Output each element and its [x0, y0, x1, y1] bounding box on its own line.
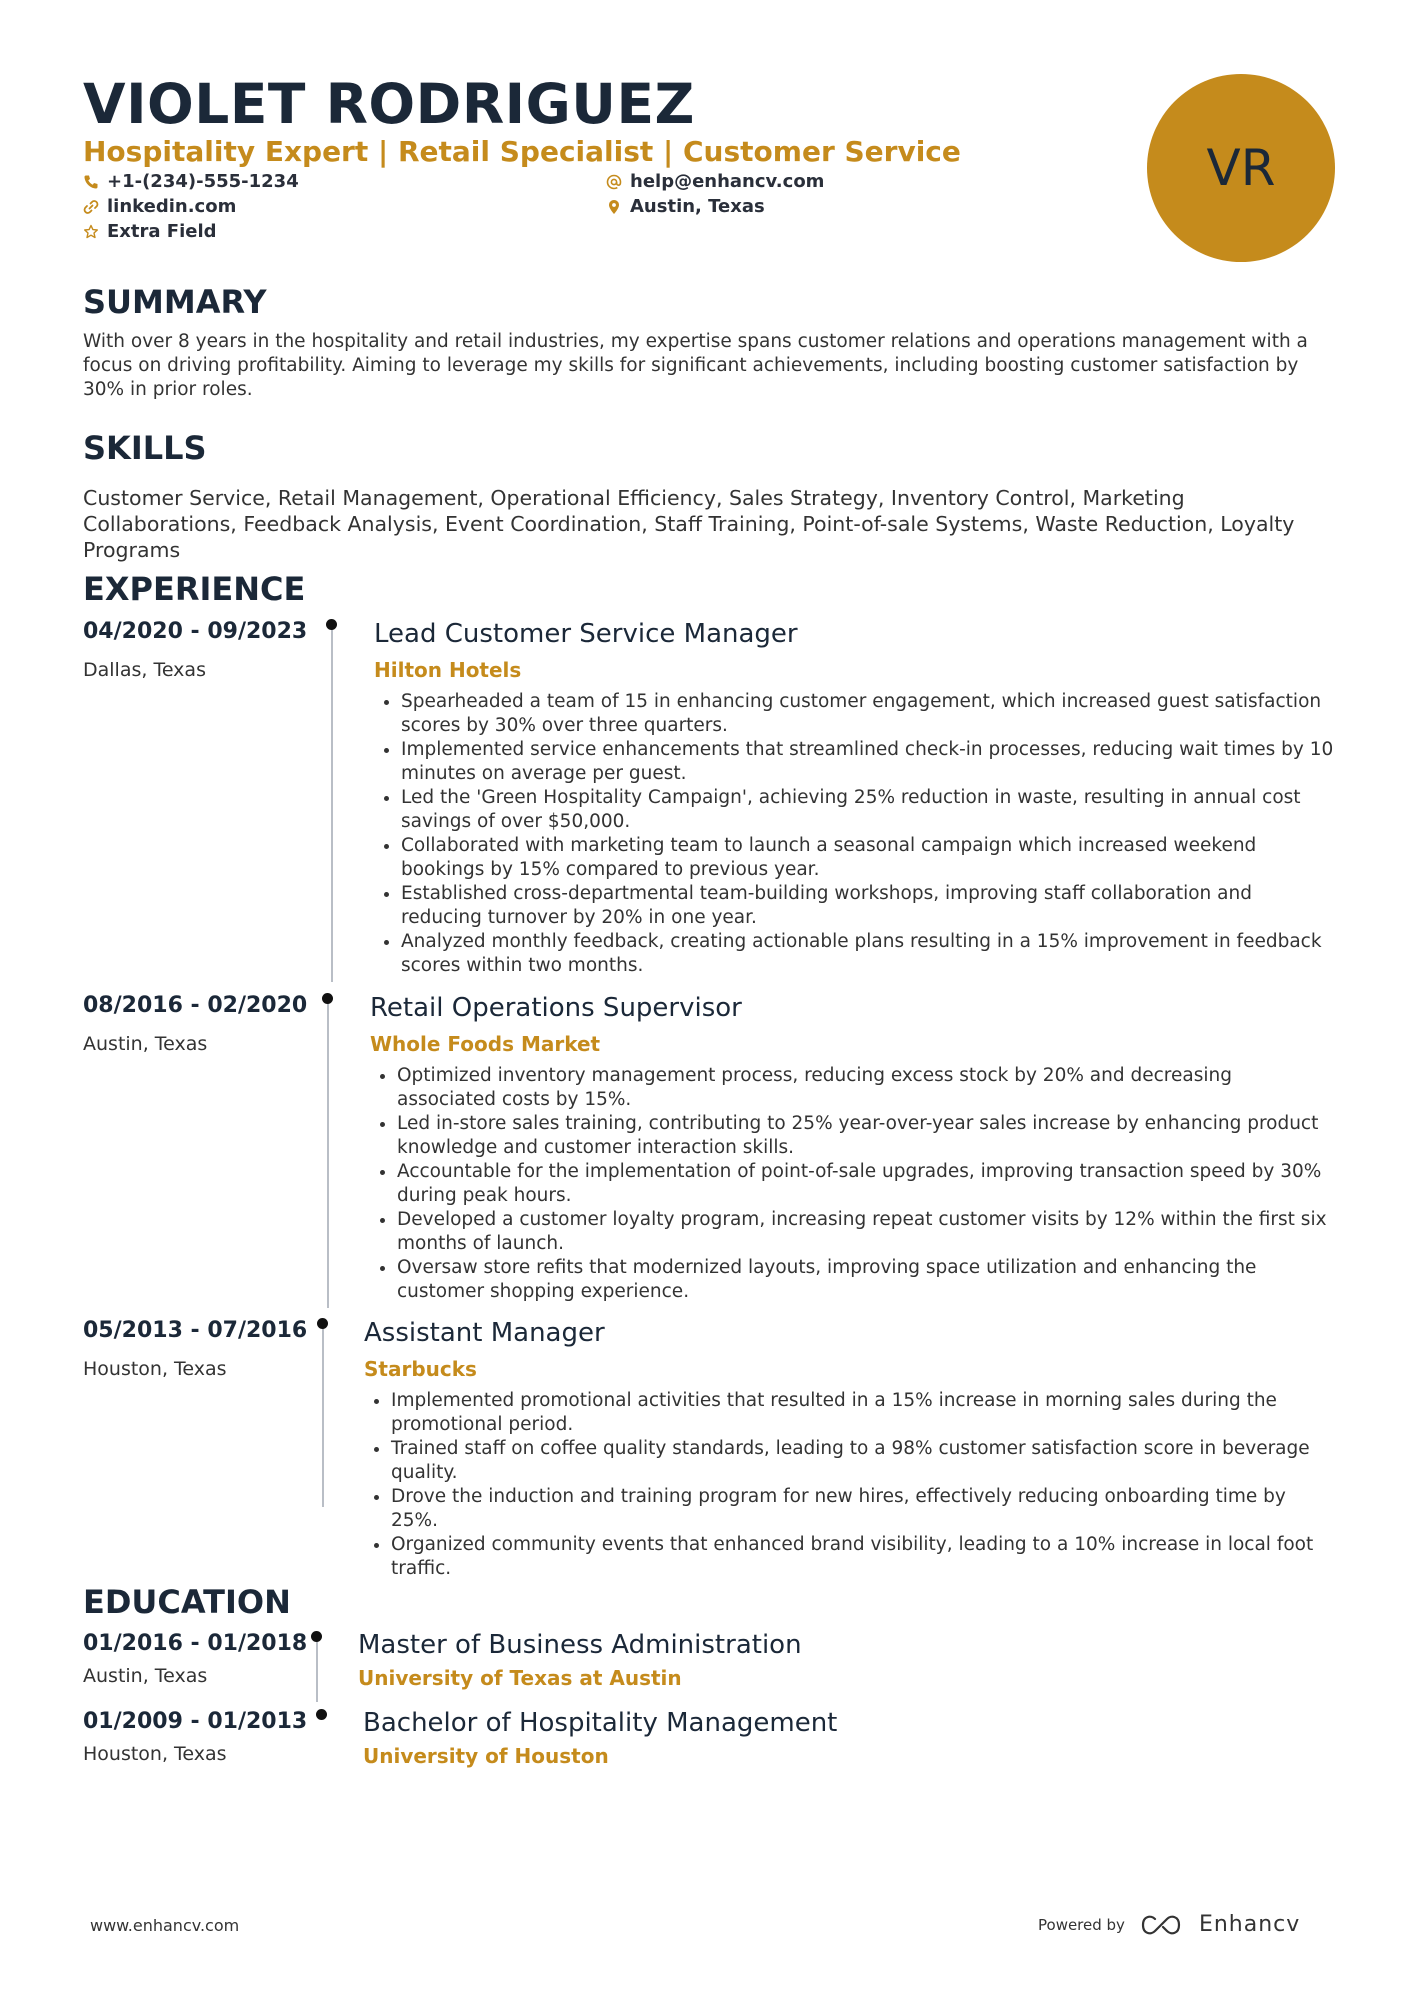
powered-by-label: Powered by	[1038, 1915, 1125, 1934]
experience-heading: EXPERIENCE	[83, 570, 306, 608]
list-item: • Implemented service enhancements that streamlined check-in processes, reducing wait times by 10 minutes on average per guest.	[401, 738, 1334, 786]
timeline-dot	[322, 993, 333, 1004]
job-bullets	[370, 1064, 1334, 1304]
job-bullets	[364, 1389, 1334, 1581]
linkedin-text: linkedin.com	[107, 196, 237, 217]
avatar-initials: VR	[1206, 139, 1276, 197]
list-item: • Accountable for the implementation of point-of-sale upgrades, improving transaction speed by 30% during peak hours.	[397, 1160, 1334, 1208]
extra-text: Extra Field	[107, 221, 217, 242]
education-school: University of Texas at Austin	[358, 1666, 682, 1690]
list-item: • Drove the induction and training program for new hires, effectively reducing onboarding time by 25%.	[391, 1485, 1334, 1533]
contact-location	[606, 196, 765, 217]
enhancv-logo-icon	[1139, 1913, 1185, 1937]
contact-linkedin[interactable]	[83, 196, 236, 217]
timeline-dot	[311, 1631, 322, 1642]
list-item: • Analyzed monthly feedback, creating actionable plans resulting in a 15% improvement in feedback scores within two months.	[401, 930, 1334, 978]
timeline-line	[316, 1640, 318, 1702]
job-dates: 08/2016 - 02/2020	[83, 993, 308, 1018]
education-degree: Bachelor of Hospitality Management	[363, 1708, 838, 1738]
candidate-name: VIOLET RODRIGUEZ	[83, 72, 695, 136]
phone-icon	[83, 174, 99, 190]
timeline-line	[331, 628, 333, 982]
education-heading: EDUCATION	[83, 1583, 291, 1621]
footer-website[interactable]: www.enhancv.com	[90, 1916, 240, 1935]
job-role: Retail Operations Supervisor	[370, 993, 742, 1023]
location-pin-icon	[606, 199, 622, 215]
timeline-dot	[316, 1709, 327, 1720]
location-text: Austin, Texas	[630, 196, 765, 217]
list-item: • Implemented promotional activities that resulted in a 15% increase in morning sales during the promotional period.	[391, 1389, 1334, 1437]
avatar	[1147, 74, 1335, 262]
list-item: • Led in-store sales training, contributing to 25% year-over-year sales increase by enhancing product knowledge and customer interaction skills.	[397, 1112, 1334, 1160]
job-company: Hilton Hotels	[374, 658, 522, 682]
contact-phone	[83, 171, 299, 192]
job-location: Houston, Texas	[83, 1358, 227, 1380]
job-dates: 05/2013 - 07/2016	[83, 1318, 308, 1343]
job-role: Lead Customer Service Manager	[374, 619, 798, 649]
education-dates: 01/2016 - 01/2018	[83, 1631, 308, 1656]
job-dates: 04/2020 - 09/2023	[83, 619, 308, 644]
email-text: help@enhancv.com	[630, 171, 825, 192]
job-role: Assistant Manager	[364, 1318, 605, 1348]
education-location: Austin, Texas	[83, 1665, 208, 1687]
job-location: Austin, Texas	[83, 1033, 208, 1055]
list-item: • Spearheaded a team of 15 in enhancing customer engagement, which increased guest satisfaction scores by 30% over three quarters.	[401, 690, 1334, 738]
list-item: • Led the 'Green Hospitality Campaign', achieving 25% reduction in waste, resulting in annual cost savings of over $50,000.	[401, 786, 1334, 834]
education-location: Houston, Texas	[83, 1743, 227, 1765]
list-item: • Trained staff on coffee quality standards, leading to a 98% customer satisfaction score in beverage quality.	[391, 1437, 1334, 1485]
contact-email[interactable]	[606, 171, 824, 192]
job-company: Whole Foods Market	[370, 1032, 601, 1056]
phone-text: +1-(234)-555-1234	[107, 171, 299, 192]
education-school: University of Houston	[363, 1744, 609, 1768]
timeline-line	[322, 1327, 324, 1507]
list-item: • Organized community events that enhanced brand visibility, leading to a 10% increase in local foot traffic.	[391, 1533, 1334, 1581]
job-bullets	[374, 690, 1334, 978]
skills-text: Customer Service, Retail Management, Operational Efficiency, Sales Strategy, Inventory Control, Marketing Collaborations, Feedback Analysis, Event Coordination, Staff Training, Point-of-sale Systems, Waste Reduction, Loyalty Programs	[83, 486, 1295, 562]
star-icon	[83, 224, 99, 240]
list-item: • Developed a customer loyalty program, increasing repeat customer visits by 12% within the first six months of launch.	[397, 1208, 1334, 1256]
list-item: • Established cross-departmental team-building workshops, improving staff collaboration and reducing turnover by 20% in one year.	[401, 882, 1334, 930]
skills-heading: SKILLS	[83, 429, 207, 467]
at-icon	[606, 174, 622, 190]
summary-text: With over 8 years in the hospitality and retail industries, my expertise spans customer relations and operations management with a focus on driving profitability. Aiming to leverage my skills for significant achievements, including boosting customer satisfaction by 30% in prior roles.	[83, 331, 1308, 400]
list-item: • Oversaw store refits that modernized layouts, improving space utilization and enhancing the customer shopping experience.	[397, 1256, 1334, 1304]
timeline-dot	[317, 1318, 328, 1329]
education-degree: Master of Business Administration	[358, 1630, 802, 1660]
job-company: Starbucks	[364, 1357, 477, 1381]
link-icon	[83, 199, 99, 215]
summary-heading: SUMMARY	[83, 283, 267, 321]
contact-extra	[83, 221, 217, 242]
job-location: Dallas, Texas	[83, 659, 206, 681]
candidate-title: Hospitality Expert | Retail Specialist | Customer Service	[83, 135, 961, 168]
brand-name: Enhancv	[1198, 1912, 1301, 1937]
list-item: • Optimized inventory management process, reducing excess stock by 20% and decreasing associated costs by 15%.	[397, 1064, 1334, 1112]
list-item: • Collaborated with marketing team to launch a seasonal campaign which increased weekend bookings by 15% compared to previous year.	[401, 834, 1334, 882]
timeline-dot	[326, 619, 337, 630]
timeline-line	[327, 1002, 329, 1308]
education-dates: 01/2009 - 01/2013	[83, 1709, 308, 1734]
footer-branding	[1038, 1912, 1300, 1937]
